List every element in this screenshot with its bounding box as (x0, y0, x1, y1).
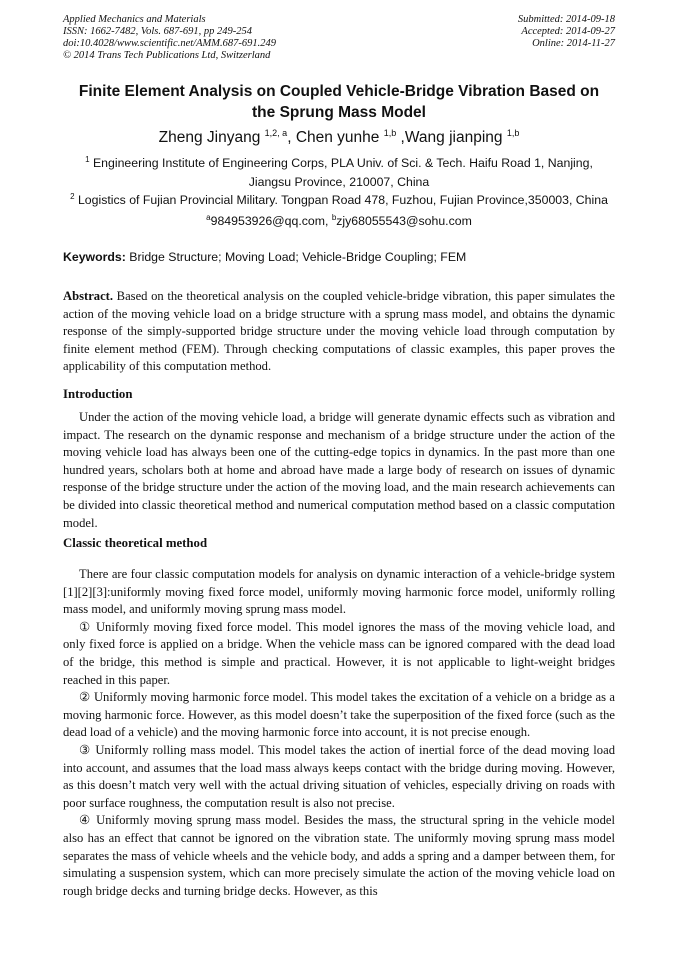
classic-method-body (63, 566, 615, 900)
online-date: Online: 2014-11-27 (532, 38, 615, 49)
model-1-paragraph: ① Uniformly moving fixed force model. This model ignores the mass of the moving vehicle load, and only fixed force is applied on a bridge. When the vehicle mass can be ignored compared with the dead load of the bridge, this method is simple and practical. However, it is not applicable to light-weight bridges reached in this paper. (63, 619, 615, 687)
affiliation-1-line-1: Engineering Institute of Engineering Corps, PLA Univ. of Sci. & Tech. Haifu Road 1, Nanjing, (89, 156, 593, 170)
introduction-paragraph: Under the action of the moving vehicle load, a bridge will generate dynamic effects such as vibration and impact. The research on the dynamic response and mechanism of a bridge structure under the action of the moving vehicle load has always been one of the cutting-edge topics in dynamics. In the past more than one hundred years, scholars both at home and abroad have made a large body of research on issues of dynamic response of the bridge structure under the action of the moving load, and the main research achievements can be divided into classic theoretical method and numerical computation method based on a classic computation model. (63, 410, 615, 530)
keywords-text: Bridge Structure; Moving Load; Vehicle-Bridge Coupling; FEM (125, 250, 467, 264)
classic-method-heading: Classic theoretical method (63, 536, 208, 550)
journal-name: Applied Mechanics and Materials (63, 14, 206, 25)
affiliation-2-text: Logistics of Fujian Provincial Military. Tongpan Road 478, Fuzhou, Fujian Province,350003, China (74, 193, 608, 207)
model-2-paragraph: ② Uniformly moving harmonic force model. This model takes the excitation of a vehicle on a bridge as a moving harmonic force. However, as this model doesn’t take the superposition of the fixed force (such as the dead load of a vehicle) and the moving harmonic force into account, it is not precise enough. (63, 690, 615, 740)
abstract-text: Based on the theoretical analysis on the coupled vehicle-bridge vibration, this paper simulates the action of the moving vehicle load on a bridge structure with a sprung mass model, and obtains the dynamic response of the simply-supported bridge structure under the moving vehicle load through computation by finite element method (FEM). Through checking computations of classic examples, this paper proves the applicability of this computation method. (63, 289, 615, 374)
introduction-body (63, 409, 615, 532)
email-b: zjy68055543@sohu.com (336, 214, 472, 228)
header-right (518, 14, 615, 50)
affiliation-2 (63, 191, 615, 210)
affiliation-1-line-2: Jiangsu Province, 210007, China (248, 175, 430, 189)
keywords-label: Keywords: (63, 250, 126, 264)
author-1-affil: 1,2, a (264, 128, 288, 138)
title-line-2: the Sprung Mass Model (252, 104, 426, 121)
author-1: Zheng Jinyang (158, 129, 265, 146)
affiliation-1 (63, 154, 615, 192)
author-emails (63, 212, 615, 231)
affiliation-2-number: 2 (70, 192, 75, 201)
email-a-marker: a (206, 213, 211, 222)
author-2: , Chen yunhe (287, 129, 384, 146)
accepted-date: Accepted: 2014-09-27 (521, 26, 615, 37)
affiliation-1-number: 1 (85, 155, 90, 164)
author-list (63, 128, 615, 148)
abstract-label: Abstract. (63, 289, 114, 303)
model-3-paragraph: ③ Uniformly rolling mass model. This model takes the action of inertial force of the dead moving load into account, and assumes that the load mass always keeps contact with the bridge during moving. However, as this doesn’t match very well with the actual driving situation of vehicles, especially driving on roads with poor surface roughness, the computation result is also not precise. (63, 742, 615, 810)
email-a: 984953926@qq.com, (210, 214, 332, 228)
doi: doi:10.4028/www.scientific.net/AMM.687-691.249 (63, 38, 276, 49)
issn: ISSN: 1662-7482, Vols. 687-691, pp 249-254 (63, 26, 252, 37)
email-b-marker: b (331, 213, 337, 222)
introduction-heading: Introduction (63, 387, 133, 401)
model-4-paragraph: ④ Uniformly moving sprung mass model. Besides the mass, the structural spring in the vehicle model also has an effect that cannot be ignored on the vibration state. The uniformly moving sprung mass model separates the mass of vehicle wheels and the vehicle body, and adds a spring and a damper between them, for simulating a suspension system, which can more precisely simulate the action of the moving vehicle load on rough bridge decks and turning bridge decks. However, as this (63, 813, 615, 898)
classic-intro-paragraph: There are four classic computation models for analysis on dynamic interaction of a vehicle-bridge system [1][2][3]:uniformly moving fixed force model, uniformly moving harmonic force model, uniformly rolling mass model, and uniformly moving sprung mass model. (63, 567, 615, 617)
header-left (63, 14, 276, 62)
author-3: ,Wang jianping (396, 129, 507, 146)
keywords (63, 250, 615, 264)
submitted-date: Submitted: 2014-09-18 (517, 14, 615, 25)
paper-title (63, 81, 615, 123)
author-3-affil: 1,b (506, 128, 520, 138)
title-line-1: Finite Element Analysis on Coupled Vehicle-Bridge Vibration Based on (78, 83, 600, 100)
copyright: © 2014 Trans Tech Publications Ltd, Switzerland (63, 50, 271, 61)
author-2-affil: 1,b (383, 128, 397, 138)
abstract (63, 288, 615, 376)
